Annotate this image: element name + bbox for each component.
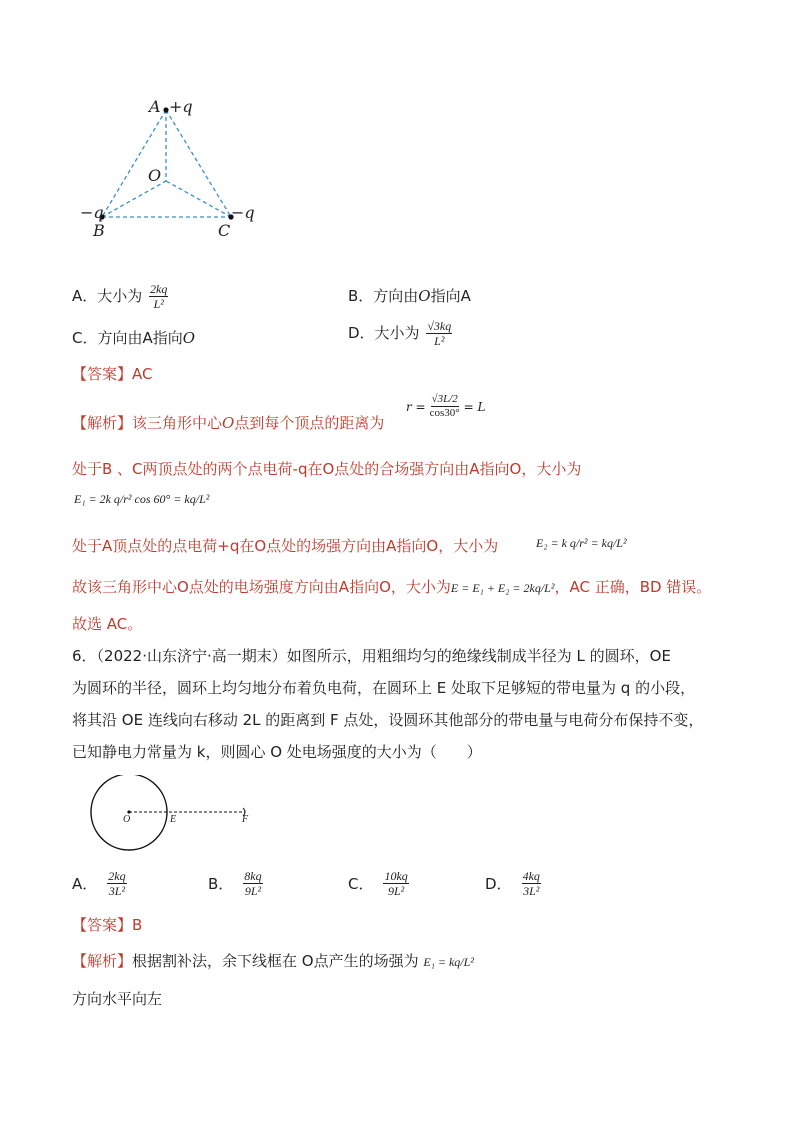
q6-option-d: D． $\frac{4kq}{\text{3L²}}$ — [485, 869, 540, 898]
edge-AB — [102, 110, 166, 217]
q6-stem-line1: 6．（2022·山东济宁·高一期末）如图所示，用粗细均匀的绝缘线制成半径为 L 的圆环，OE — [72, 647, 671, 665]
edge-AC — [166, 110, 231, 217]
label-A: A — [149, 97, 161, 116]
q6-stem-line2: 为圆环的半径，圆环上均匀地分布着负电荷，在圆环上 E 处取下足够短的带电量为 q 的小段， — [72, 679, 696, 697]
q6-analysis-line2: 方向水平向左 — [72, 990, 163, 1008]
label-B: B — [93, 221, 105, 240]
ring-label-F: F — [242, 814, 249, 825]
q5-analysis-line1: 【解析】该三角形中心O点到每个顶点的距离为 — [72, 414, 385, 432]
label-C: C — [218, 221, 231, 240]
ring-label-O: O — [123, 814, 131, 825]
label-O: O — [148, 166, 162, 185]
q5-analysis-line4: 故该三角形中心O点处的电场强度方向由A指向O，大小为E = E₁ + E₂ = 2kq/L²，AC 正确，BD 错误。 — [72, 578, 712, 596]
label-minus-q-left: −q — [80, 203, 104, 222]
q5-option-d: D．大小为 $\frac{√3kq}{\text{L²}}$ — [348, 319, 452, 348]
e2-formula: E₂ = k q/r² = kq/L² — [536, 536, 627, 550]
q6-stem-line3: 将其沿 OE 连线向右移动 2L 的距离到 F 点处，设圆环其他部分的带电量与电荷分布保持不变， — [72, 711, 704, 729]
q6-analysis-line1: 【解析】根据割补法，余下线框在 O点产生的场强为 E₁ = kq/L² — [72, 952, 474, 970]
q5-option-a: A．大小为 $\frac{2kq}{\text{L²}}$ — [72, 282, 168, 311]
segment-CO — [166, 181, 231, 217]
q5-analysis-line3: 处于A顶点处的点电荷+q在O点处的场强方向由A指向O，大小为 — [72, 537, 499, 555]
q6-option-b: B． $\frac{8kq}{\text{9L²}}$ — [208, 869, 262, 898]
ring-label-E: E — [170, 814, 177, 825]
label-plus-q: +q — [169, 97, 193, 116]
segment-BO — [102, 181, 166, 217]
q6-answer: 【答案】B — [72, 916, 143, 934]
q5-answer: 【答案】AC — [72, 365, 153, 383]
q5-analysis-line5: 故选 AC。 — [72, 615, 143, 633]
e1-formula: E₁ = 2k q/r² cos 60° = kq/L² — [74, 492, 210, 506]
q6-option-a: A． $\frac{2kq}{\text{3L²}}$ — [72, 869, 126, 898]
q6-option-c: C． $\frac{10kq}{\text{9L²}}$ — [348, 869, 408, 898]
r-formula: r = $\frac{√3L/2}{\cos 30^\circ}$ = L — [406, 393, 486, 419]
q5-option-c: C．方向由A指向O — [72, 329, 196, 347]
q5-analysis-line2: 处于B 、C两顶点处的两个点电荷-q在O点处的合场强方向由A指向O，大小为 — [72, 460, 582, 478]
vertex-A-dot — [163, 107, 168, 112]
q5-option-b: B．方向由O指向A — [348, 287, 471, 305]
label-minus-q-right: −q — [231, 203, 255, 222]
q6-stem-line4: 已知静电力常量为 k，则圆心 O 处电场强度的大小为（ ） — [72, 743, 482, 761]
